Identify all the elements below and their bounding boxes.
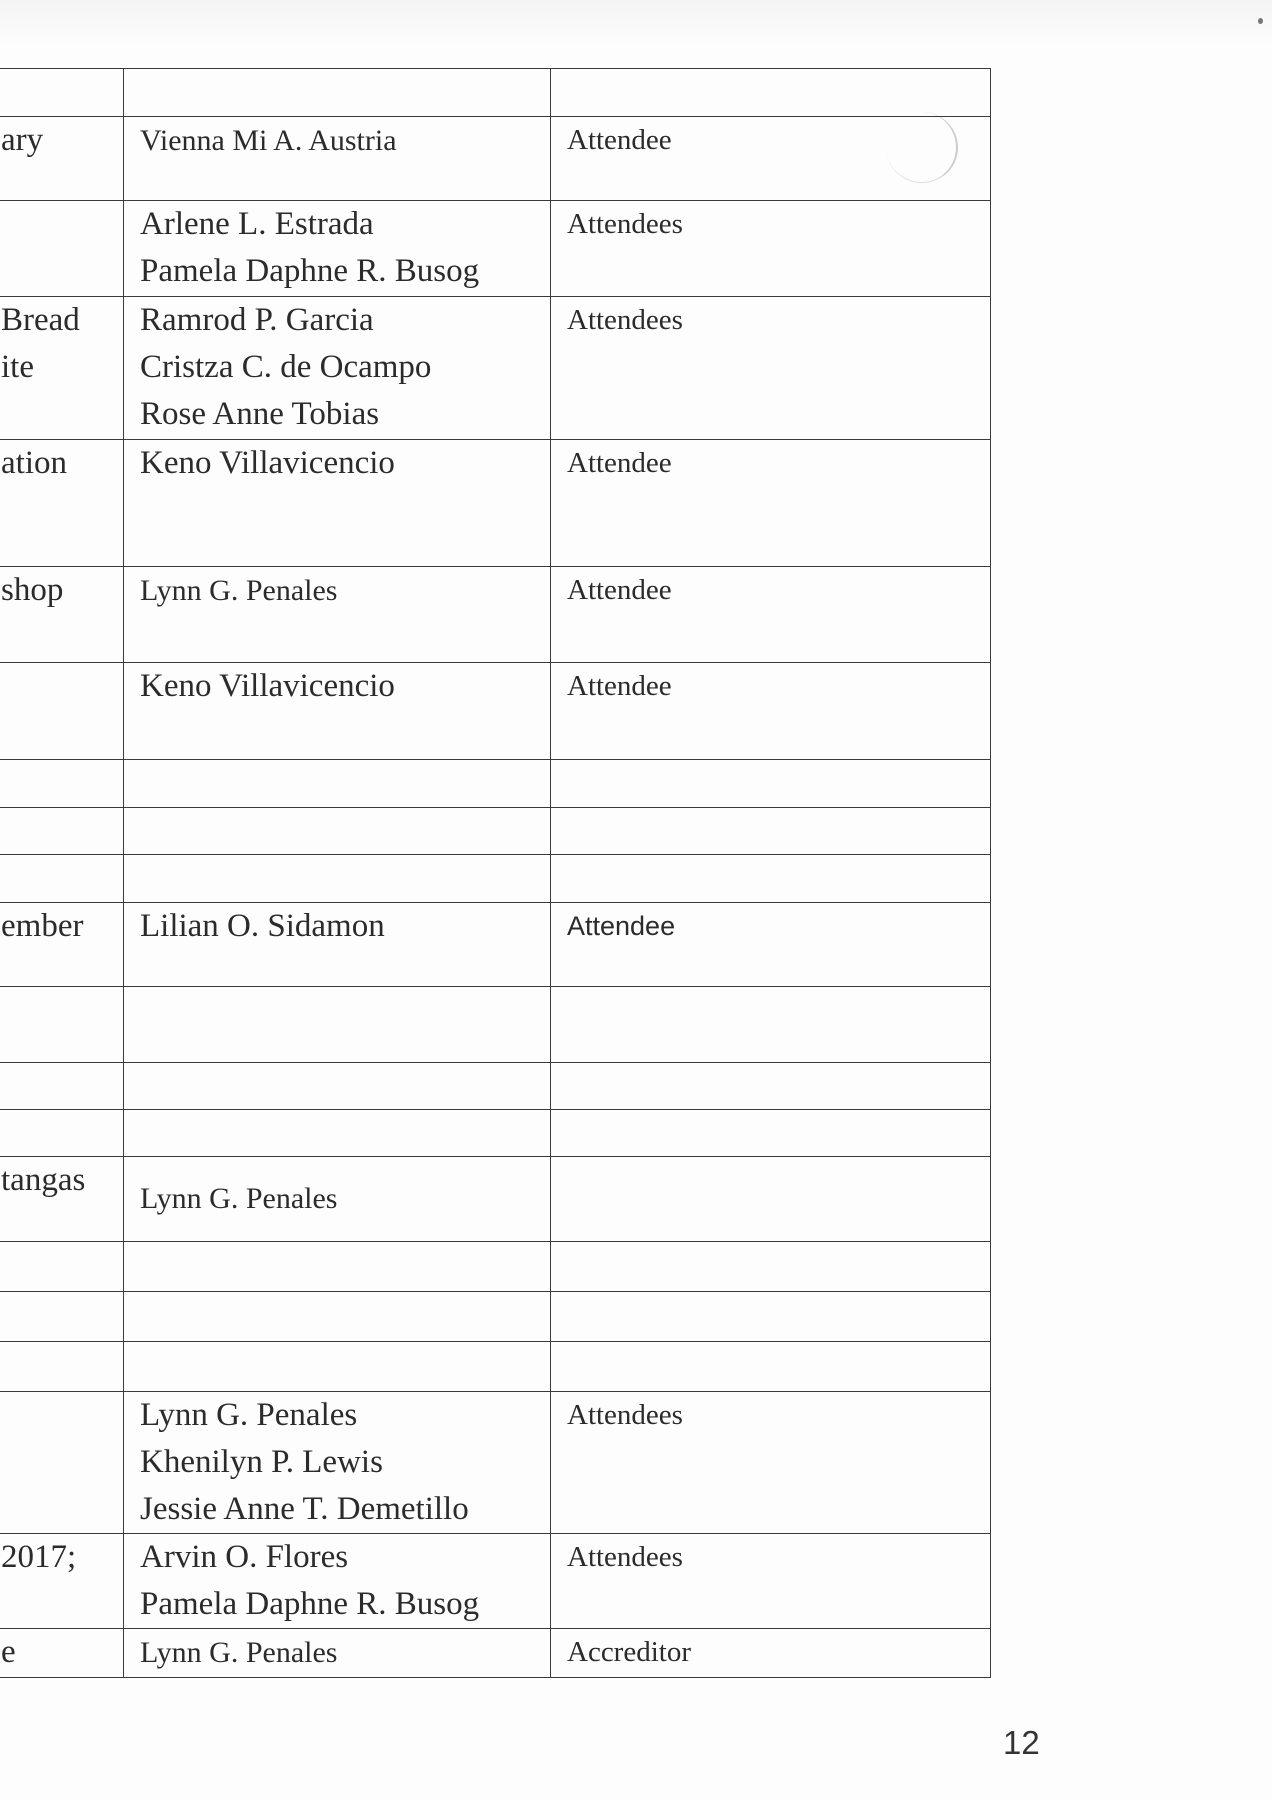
event-cell bbox=[0, 1342, 124, 1392]
event-cell: shop bbox=[0, 567, 124, 663]
participant-cell: Lynn G. Penales bbox=[124, 1157, 551, 1242]
participant-cell: Lilian O. Sidamon bbox=[124, 903, 551, 987]
table-row bbox=[0, 567, 991, 663]
event-cell: e bbox=[0, 1629, 124, 1678]
table-row bbox=[0, 987, 991, 1063]
table-row bbox=[0, 663, 991, 760]
event-cell bbox=[0, 987, 124, 1063]
event-cell bbox=[0, 760, 124, 808]
participant-cell bbox=[124, 1110, 551, 1157]
participant-cell: Lynn G. Penales Khenilyn P. Lewis Jessie Anne T. Demetillo bbox=[124, 1392, 551, 1534]
event-cell: ember bbox=[0, 903, 124, 987]
event-cell bbox=[0, 855, 124, 903]
event-cell bbox=[0, 1292, 124, 1342]
table-row bbox=[0, 1342, 991, 1392]
role-cell bbox=[551, 1110, 991, 1157]
role-cell: Accreditor bbox=[551, 1629, 991, 1678]
role-cell: Attendees bbox=[551, 1392, 991, 1534]
participant-cell: Arlene L. Estrada Pamela Daphne R. Busog bbox=[124, 201, 551, 297]
role-cell bbox=[551, 1063, 991, 1110]
event-cell bbox=[0, 69, 124, 117]
table-row bbox=[0, 201, 991, 297]
table-row bbox=[0, 1392, 991, 1534]
table-row bbox=[0, 1157, 991, 1242]
participant-cell: Lynn G. Penales bbox=[124, 1629, 551, 1678]
participant-cell: Vienna Mi A. Austria bbox=[124, 117, 551, 201]
participant-cell: Ramrod P. Garcia Cristza C. de Ocampo Rose Anne Tobias bbox=[124, 297, 551, 440]
table-row bbox=[0, 808, 991, 855]
role-cell: Attendees bbox=[551, 201, 991, 297]
role-cell: Attendee bbox=[551, 663, 991, 760]
table-row bbox=[0, 117, 991, 201]
table-row bbox=[0, 69, 991, 117]
event-cell bbox=[0, 1110, 124, 1157]
role-cell bbox=[551, 855, 991, 903]
table-row bbox=[0, 1292, 991, 1342]
event-cell: Bread ite bbox=[0, 297, 124, 440]
table-row bbox=[0, 760, 991, 808]
table-row bbox=[0, 903, 991, 987]
role-cell: Attendee bbox=[551, 567, 991, 663]
role-cell: Attendees bbox=[551, 1534, 991, 1629]
table-row bbox=[0, 1629, 991, 1678]
role-cell: Attendee bbox=[551, 440, 991, 567]
event-cell bbox=[0, 808, 124, 855]
participant-cell bbox=[124, 69, 551, 117]
role-cell bbox=[551, 1292, 991, 1342]
table-row bbox=[0, 440, 991, 567]
participant-cell bbox=[124, 987, 551, 1063]
scan-speck bbox=[1258, 18, 1263, 24]
event-cell bbox=[0, 1392, 124, 1534]
scan-top-edge bbox=[0, 0, 1272, 48]
table-row bbox=[0, 1534, 991, 1629]
participant-cell bbox=[124, 760, 551, 808]
role-cell bbox=[551, 1157, 991, 1242]
event-cell: ary bbox=[0, 117, 124, 201]
event-cell: ation bbox=[0, 440, 124, 567]
table-row bbox=[0, 297, 991, 440]
participant-cell bbox=[124, 1242, 551, 1292]
participant-cell: Arvin O. Flores Pamela Daphne R. Busog bbox=[124, 1534, 551, 1629]
participant-cell: Keno Villavicencio bbox=[124, 440, 551, 567]
participant-cell bbox=[124, 1292, 551, 1342]
participant-cell bbox=[124, 808, 551, 855]
participant-cell bbox=[124, 1342, 551, 1392]
event-cell bbox=[0, 663, 124, 760]
role-cell bbox=[551, 1242, 991, 1292]
event-cell bbox=[0, 1242, 124, 1292]
role-cell bbox=[551, 808, 991, 855]
attendance-table bbox=[0, 68, 991, 1678]
participant-cell bbox=[124, 1063, 551, 1110]
table-row bbox=[0, 1063, 991, 1110]
role-cell: Attendee bbox=[551, 117, 991, 201]
event-cell: 2017; bbox=[0, 1534, 124, 1629]
event-cell bbox=[0, 201, 124, 297]
table-row bbox=[0, 1110, 991, 1157]
event-cell: tangas bbox=[0, 1157, 124, 1242]
participant-cell: Lynn G. Penales bbox=[124, 567, 551, 663]
participant-cell bbox=[124, 855, 551, 903]
role-cell: Attendees bbox=[551, 297, 991, 440]
role-cell bbox=[551, 69, 991, 117]
table-row bbox=[0, 855, 991, 903]
participant-cell: Keno Villavicencio bbox=[124, 663, 551, 760]
event-cell bbox=[0, 1063, 124, 1110]
role-cell bbox=[551, 760, 991, 808]
table-row bbox=[0, 1242, 991, 1292]
role-cell bbox=[551, 1342, 991, 1392]
role-cell: Attendee bbox=[551, 903, 991, 987]
role-cell bbox=[551, 987, 991, 1063]
page-number: 12 bbox=[1003, 1724, 1040, 1761]
